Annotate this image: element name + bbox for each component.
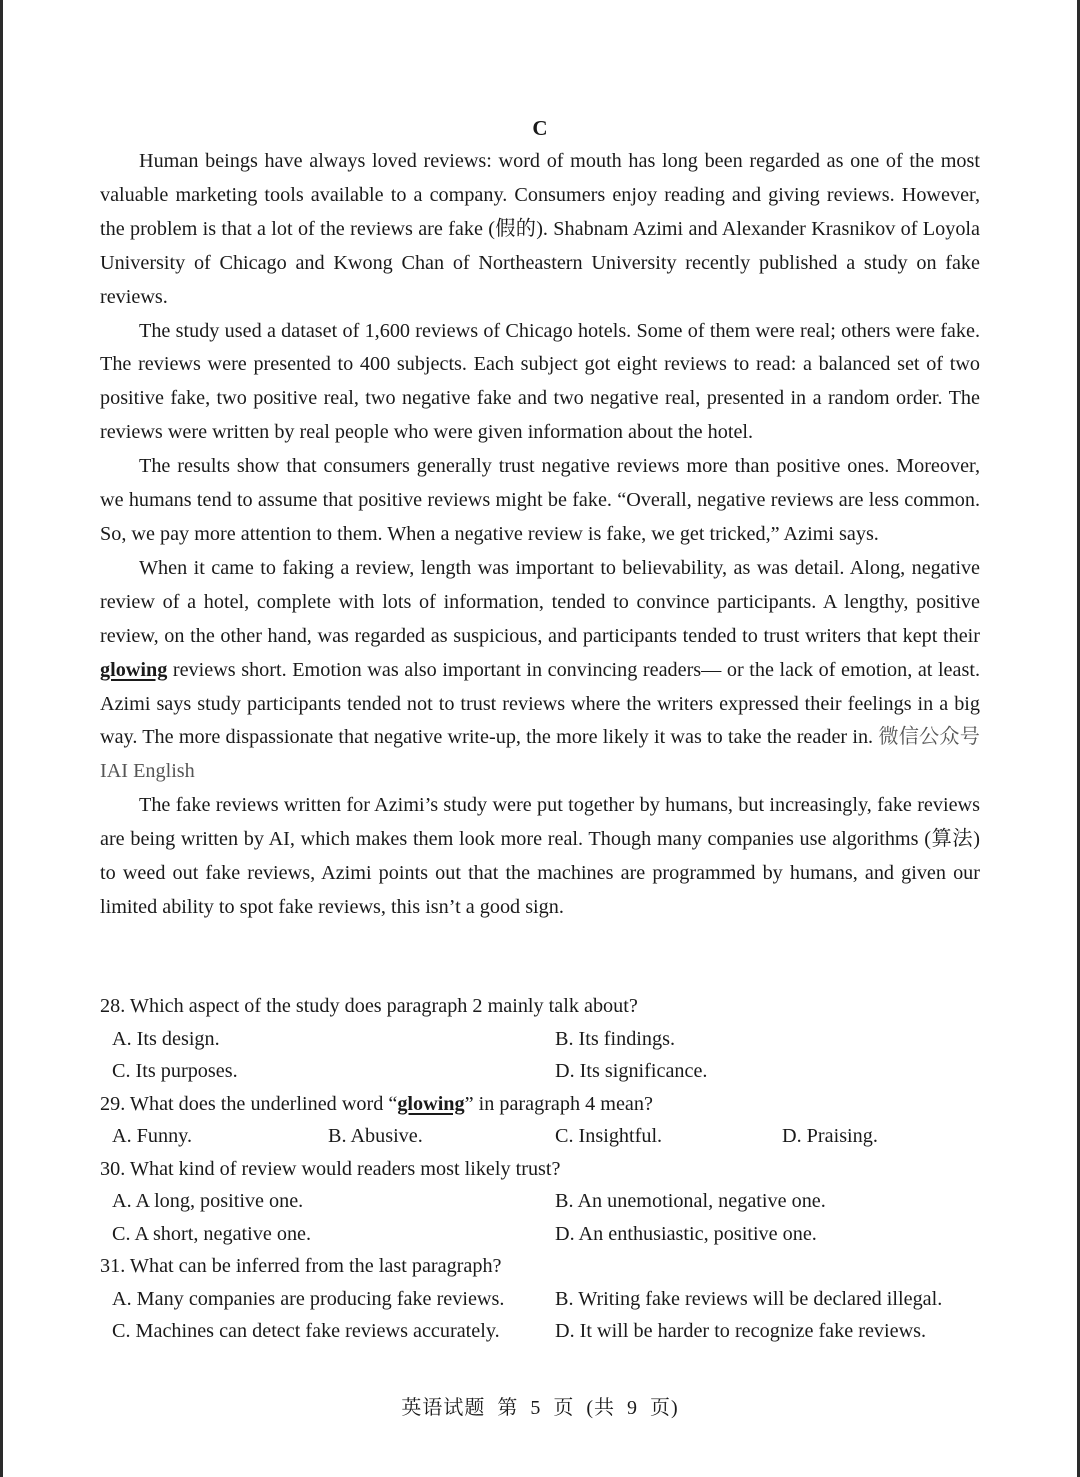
passage-paragraph-3: The results show that consumers generally trust negative reviews more than positive ones. Moreover, we humans tend to assume that positive reviews might be fake. “Overall, negative reviews are less common. So, we pay more attention to them. When a negative review is fake, we get tricked,” Azimi says. <box>100 455 980 545</box>
question-stem: 30. What kind of review would readers most likely trust? <box>100 1157 561 1180</box>
option-a[interactable]: A. Its design. <box>112 1027 220 1050</box>
underlined-word-glowing: glowing <box>100 658 168 681</box>
question-28 <box>100 990 980 1088</box>
question-29 <box>100 1088 980 1153</box>
passage-paragraph-4 <box>100 552 980 789</box>
reading-passage <box>100 145 980 925</box>
question-options <box>100 1185 980 1250</box>
option-c[interactable]: C. Insightful. <box>555 1125 663 1147</box>
left-frame-border <box>0 0 3 1477</box>
option-d[interactable]: D. An enthusiastic, positive one. <box>555 1222 817 1245</box>
passage-paragraph-2: The study used a dataset of 1,600 reviews of Chicago hotels. Some of them were real; others were fake. The reviews were presented to 400 subjects. Each subject got eight reviews to read: a balanced set of two positive fake, two positive real, two negative fake and two negative real, presented in a random order. The reviews were written by real people who were given information about the hotel. <box>100 319 980 444</box>
paragraph-4-text-before: When it came to faking a review, length was important to believability, as was detail. Along, negative review of a hotel, complete with lots of information, tended to convince participants. A lengthy, positive review, on the other hand, was regarded as suspicious, and participants tended to trust writers that kept their <box>100 556 980 647</box>
option-c[interactable]: C. Its purposes. <box>112 1060 238 1082</box>
option-d[interactable]: D. It will be harder to recognize fake reviews. <box>555 1320 927 1342</box>
option-b[interactable]: B. Writing fake reviews will be declared illegal. <box>555 1287 943 1310</box>
option-c[interactable]: C. Machines can detect fake reviews accurately. <box>112 1320 500 1342</box>
question-30 <box>100 1153 980 1251</box>
passage-paragraph-1: Human beings have always loved reviews: word of mouth has long been regarded as one of the most valuable marketing tools available to a company. Consumers enjoy reading and giving reviews. However, the problem is that a lot of the reviews are fake (假的). Shabnam Azimi and Alexander Krasnikov of Loyola University of Chicago and Kwong Chan of Northeastern University recently published a study on fake reviews. <box>100 150 980 308</box>
stem-before: 29. What does the underlined word “ <box>100 1092 398 1115</box>
question-options <box>100 1120 980 1153</box>
question-stem: 31. What can be inferred from the last paragraph? <box>100 1255 502 1277</box>
option-a[interactable]: A. Many companies are producing fake reviews. <box>112 1287 505 1310</box>
option-b[interactable]: B. Its findings. <box>555 1027 676 1050</box>
option-d[interactable]: D. Praising. <box>782 1125 878 1147</box>
watermark-text: 微信公众号 IAI English <box>100 726 980 783</box>
stem-after: ” in paragraph 4 mean? <box>464 1092 653 1115</box>
question-options <box>100 1283 980 1348</box>
passage-paragraph-5: The fake reviews written for Azimi’s study were put together by humans, but increasingly, fake reviews are being written by AI, which makes them look more real. Though many companies use algorithms (算法) to weed out fake reviews, Azimi points out that the machines are programmed by humans, and given our limited ability to spot fake reviews, this isn’t a good sign. <box>100 794 980 918</box>
page-footer: 英语试题 第 5 页 (共 9 页) <box>401 1397 679 1419</box>
question-stem: 28. Which aspect of the study does paragraph 2 mainly talk about? <box>100 995 638 1017</box>
questions-section <box>100 990 980 1348</box>
question-31 <box>100 1250 980 1348</box>
underlined-word-glowing: glowing <box>397 1092 465 1115</box>
option-a[interactable]: A. A long, positive one. <box>112 1190 304 1212</box>
option-a[interactable]: A. Funny. <box>112 1125 193 1147</box>
question-stem <box>100 1088 980 1121</box>
option-c[interactable]: C. A short, negative one. <box>112 1222 312 1245</box>
option-b[interactable]: B. Abusive. <box>328 1125 423 1147</box>
question-options <box>100 1023 980 1088</box>
section-heading: C <box>532 116 548 140</box>
option-d[interactable]: D. Its significance. <box>555 1060 708 1082</box>
option-b[interactable]: B. An unemotional, negative one. <box>555 1190 826 1212</box>
paragraph-4-text-after: reviews short. Emotion was also important in convincing readers— or the lack of emotion, at least. Azimi says study participants tended not to trust reviews where the writers expressed their feelings in a big way. The more dispassionate that negative write-up, the more likely it was to take the reader in. <box>100 658 980 749</box>
